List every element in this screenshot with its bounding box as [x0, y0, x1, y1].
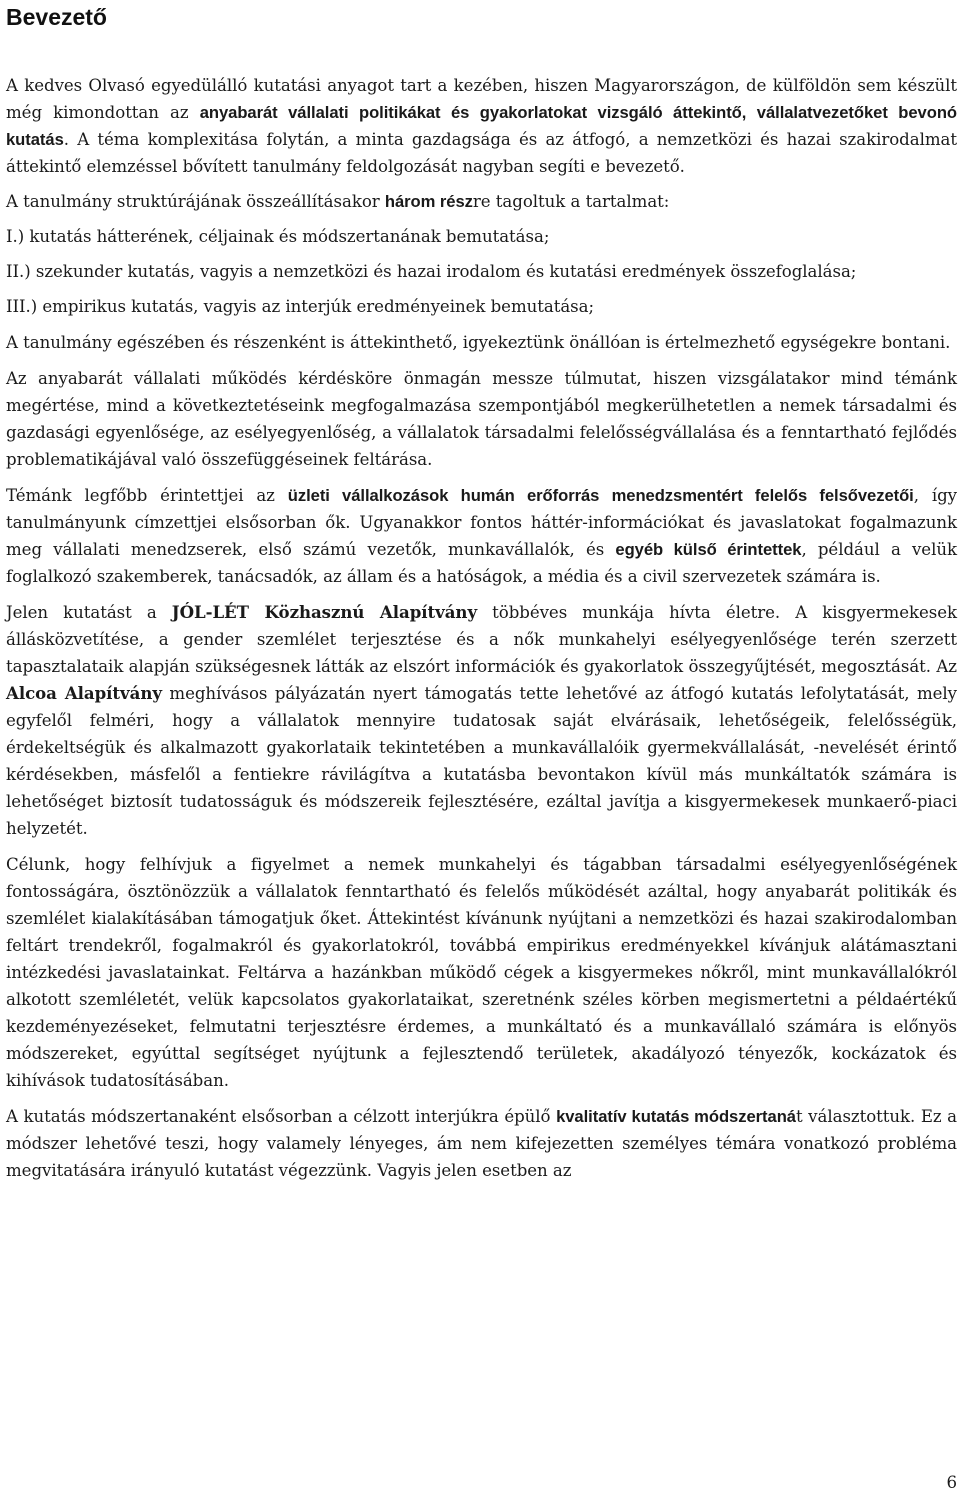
background-paragraph: Jelen kutatást a JÓL-LÉT Közhasznú Alapítvány többéves munkája hívta életre. A kisgyermekesek állásközvetítése, a gender szemlélet terjesztése és a nők munkahelyi esélyegyenlősége terén szerzett tapasztalataik alapján szükségesnek látták az elszórt információk és gyakorlatok összegyűjtését, megosztását. Az Alcoa Alapítvány meghívásos pályázatán nyert támogatás tette lehetővé az átfogó kutatás lefolytatását, mely egyfelől felméri, hogy a vállalatok mennyire tudatosak saját elvárásaik, lehetőségeik, felelősségük, érdekeltségük és alkalmazott gyakorlataik tekintetében a munkavállalóik gyermekvállalását, -nevelését érintő kérdésekben, másfelől a fentiekre rávilágítva a kutatásba bevontakon kívül más munkáltatók számára is lehetőséget biztosít tudatosságuk és módszereik fejlesztésére, ezáltal javítja a kisgyermekesek munkaerő-piaci helyzetét.	[6, 602, 958, 838]
stakeholders-paragraph: Témánk legfőbb érintettjei az üzleti vállalkozások humán erőforrás menedzsmentért felelős felsővezetői, így tanulmányunk címzettjei elsősorban ők. Ugyanakkor fontos háttér-információkat és javaslatokat fogalmazunk meg vállalati menedzserek, első számú vezetők, munkavállalók, és egyéb külső érintettek, például a velük foglalkozó szakemberek, tanácsadók, az állam és a hatóságok, a média és a civil szervezetek számára is.	[6, 486, 957, 586]
highlight-alcoa-foundation: Alcoa Alapítvány	[6, 683, 162, 703]
methodology-paragraph: A kutatás módszertanaként elsősorban a célzott interjúkra épülő kvalitatív kutatás módszertanát választottuk. Ez a módszer lehetővé teszi, hogy valamely lényeges, ám nem kifejezetten személyes témára vonatkozó probléma megvitatására irányuló kutatást végezzünk. Vagyis jelen esetben az	[6, 1107, 957, 1180]
list-item: III.) empirikus kutatás, vagyis az interjúk eredményeinek bemutatása;	[6, 297, 595, 316]
list-item: I.) kutatás hátterének, céljainak és módszertanának bemutatása;	[6, 227, 550, 246]
structure-paragraph: A tanulmány struktúrájának összeállításakor három részre tagoltuk a tartalmat:	[6, 192, 670, 211]
goals-paragraph: Célunk, hogy felhívjuk a figyelmet a nemek munkahelyi és tágabban társadalmi esélyegyenlőségének fontosságára, ösztönözzük a vállalatok fenntartható és felelős működését azáltal, hogy anyabarát politikák és szemlélet kialakításában támogatjuk őket. Áttekintést kívánunk nyújtani a nemzetközi és hazai szakirodalomban feltárt trendekről, fogalmakról és gyakorlatokról, továbbá empirikus eredményekkel kívánjuk alátámasztani intézkedési javaslatainkat. Feltárva a hazánkban működő cégek a kisgyermekes nőkről, mint munkavállalókról alkotott szemléletét, velük kapcsolatos gyakorlataikat, szeretnénk széles körben megismertetni a példaértékű kezdeményezéseket, felmutatni terjesztésre érdemes, a munkáltató és a munkavállaló számára is előnyös módszereket, egyúttal segítséget nyújtunk a fejlesztendő területek, akadályozó tényezők, kockázatok és kihívások tudatosításában.	[6, 855, 957, 1090]
highlight-research-topic: anyabarát vállalati politikákat és gyakorlatokat vizsgáló áttekintő, vállalatvezetőket bevonó kutatás	[6, 103, 957, 149]
list-item: II.) szekunder kutatás, vagyis a nemzetközi és hazai irodalom és kutatási eredmények összefoglalása;	[6, 262, 857, 281]
highlight-foundation-name: JÓL-LÉT Közhasznú Alapítvány	[171, 602, 478, 622]
intro-paragraph: A kedves Olvasó egyedülálló kutatási anyagot tart a kezében, hiszen Magyarországon, de külföldön sem készült még kimondottan az anyabarát vállalati politikákat és gyakorlatokat vizsgáló áttekintő, vállalatvezetőket bevonó kutatás. A téma komplexitása folytán, a minta gazdagsága és az átfogó, a nemzetközi és hazai szakirodalmat áttekintő elemzéssel bővített tanulmány feldolgozását nagyban segíti e bevezető.	[6, 76, 957, 176]
page-number: 6	[946, 1473, 957, 1492]
highlight-external-stakeholders: egyéb külső érintettek	[615, 540, 802, 559]
document-page	[6, 0, 957, 1184]
highlight-qualitative-method: kvalitatív kutatás módszertaná	[556, 1107, 796, 1126]
highlight-hr-leaders: üzleti vállalkozások humán erőforrás menedzsmentért felelős felsővezetői	[287, 486, 914, 505]
body-paragraph: Az anyabarát vállalati működés kérdésköre önmagán messze túlmutat, hiszen vizsgálatakor mind témánk megértése, mind a következtetéseink megfogalmazása szempontjából megkerülhetetlen a nemek társadalmi és gazdasági egyenlősége, az esélyegyenlőség, a vállalatok társadalmi felelősségvállalása és a fenntartható fejlődés problematikájával való összefüggéseinek feltárása.	[6, 369, 957, 469]
page-title: Bevezető	[6, 4, 107, 30]
highlight-three-parts: három rész	[384, 192, 473, 211]
body-paragraph: A tanulmány egészében és részenként is áttekinthető, igyekeztünk önállóan is értelmezhető egységekre bontani.	[6, 333, 951, 352]
